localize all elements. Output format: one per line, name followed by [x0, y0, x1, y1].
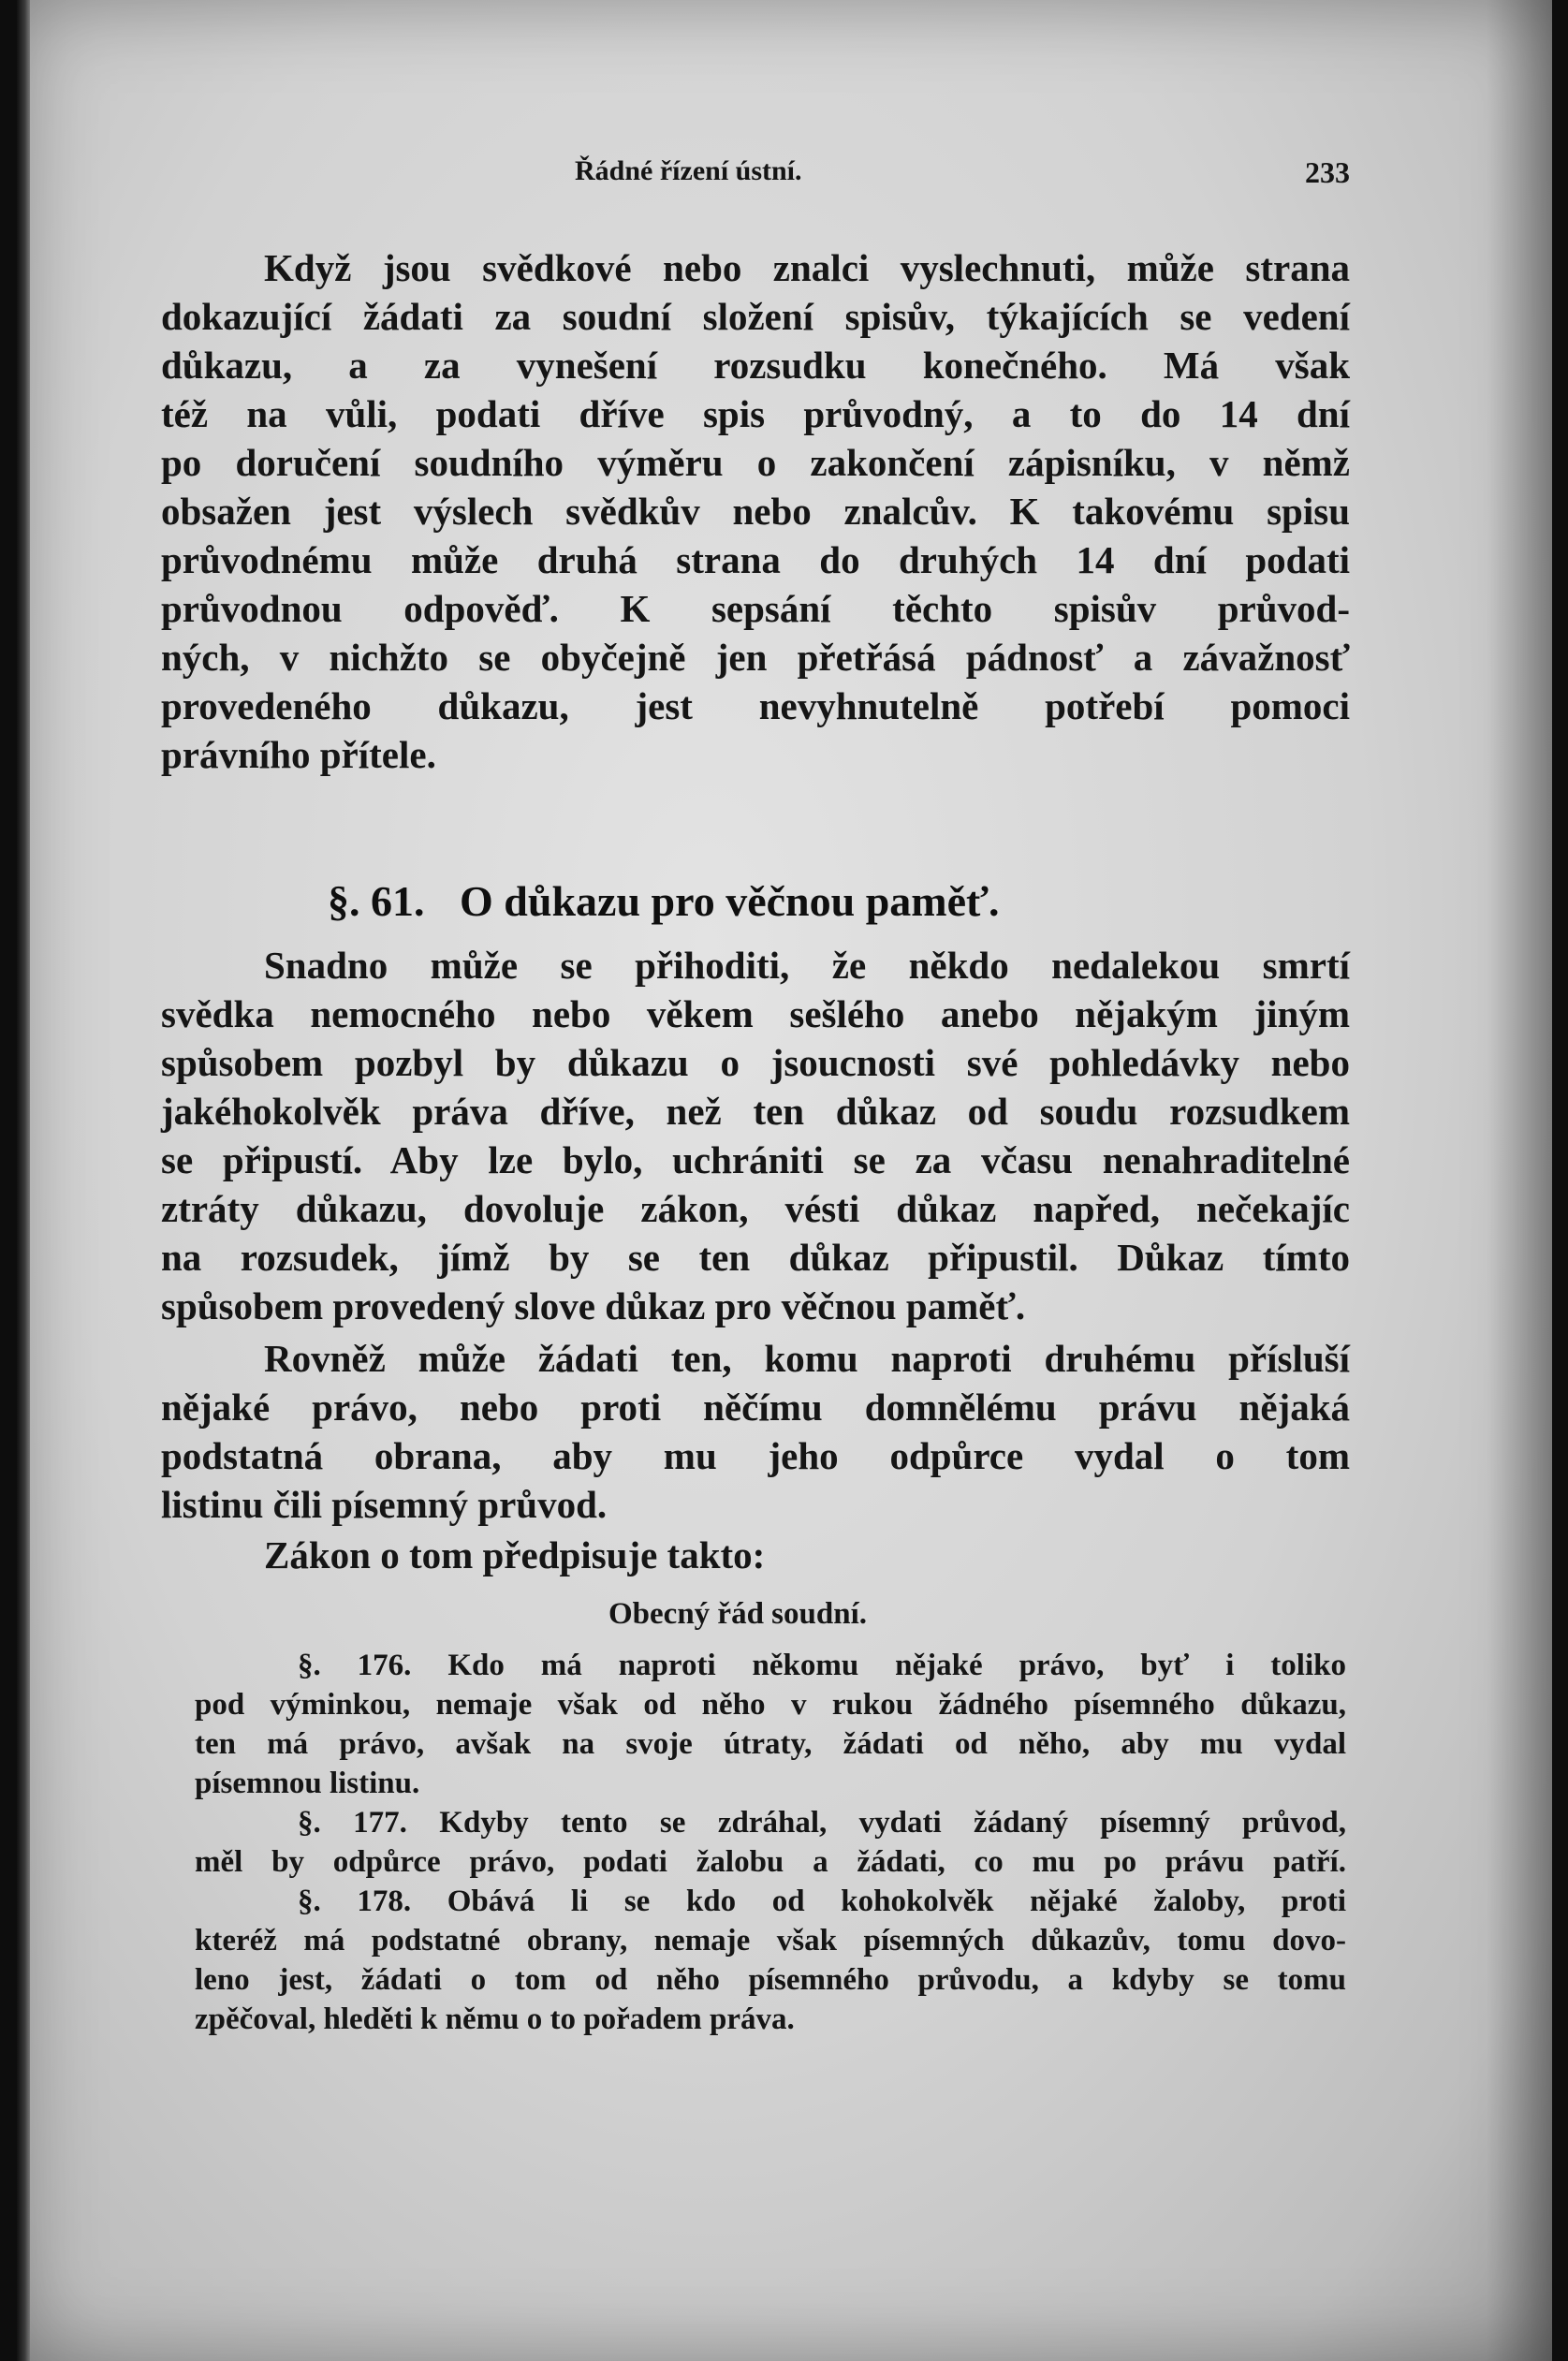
text-line: podstatná obrana, aby mu jeho odpůrce vydal o tom [161, 1434, 1350, 1477]
text-line: spůsobem pozbyl by důkazu o jsoucnosti své pohledávky nebo [161, 1041, 1350, 1084]
text-line: důkazu, a za vynešení rozsudku konečného. Má však [161, 344, 1350, 387]
paragraph-vecna-pamet [161, 941, 1350, 1330]
text-line: dokazující žádati za soudní složení spisův, týkajících se vedení [161, 295, 1350, 338]
text-line: ných, v nichžto se obyčejně jen přetřásá pádnosť a závažnosť [161, 636, 1350, 679]
text-line: průvodnou odpověď. K sepsání těchto spisův průvod- [161, 587, 1350, 630]
text-line: jakéhokolvěk práva dříve, než ten důkaz od soudu rozsudkem [161, 1090, 1350, 1133]
text-line: po doručení soudního výměru o zakončení zápisníku, v němž [161, 441, 1350, 484]
law-heading: Obecný řád soudní. [608, 1597, 867, 1631]
text-line: spůsobem provedený slove důkaz pro věčnou paměť. [161, 1284, 1026, 1327]
paragraph-listina [161, 1334, 1350, 1529]
section-number: §. 61. [328, 877, 425, 925]
text-line: ztráty důkazu, dovoluje zákon, vésti důkaz napřed, nečekajíc [161, 1187, 1350, 1230]
law-line: zpěčoval, hleděti k němu o to pořadem práva. [195, 2002, 795, 2036]
law-excerpt [195, 1646, 1346, 2039]
law-line: §. 177. Kdyby tento se zdráhal, vydati žádaný písemný průvod, [298, 1806, 1346, 1840]
text-line: svědka nemocného nebo věkem sešlého anebo nějakým jiným [161, 992, 1350, 1035]
text-line: právního přítele. [161, 733, 436, 776]
paragraph-spisy [161, 243, 1350, 779]
law-line: §. 176. Kdo má naproti někomu nějaké právo, byť i toliko [298, 1649, 1346, 1682]
law-line: kteréž má podstatné obrany, nemaje však písemných důkazův, tomu dovo- [195, 1924, 1346, 1958]
book-spine [17, 0, 30, 2361]
text-line: provedeného důkazu, jest nevyhnutelně potřebí pomoci [161, 684, 1350, 727]
law-line: měl by odpůrce právo, podati žalobu a žádati, co mu po právu patří. [195, 1845, 1346, 1879]
text-line: Rovněž může žádati ten, komu naproti druhému přísluší [264, 1337, 1350, 1380]
text-line: nějaké právo, nebo proti něčímu domnělému právu nějaká [161, 1386, 1350, 1429]
law-line: písemnou listinu. [195, 1767, 420, 1800]
text-line: se připustí. Aby lze bylo, uchrániti se za včasu nenahraditelné [161, 1138, 1350, 1181]
text-line: Zákon o tom předpisuje takto: [264, 1533, 766, 1576]
text-line: listinu čili písemný průvod. [161, 1483, 608, 1526]
law-line: §. 178. Obává li se kdo od kohokolvěk nějaké žaloby, proti [298, 1884, 1346, 1918]
section-heading [328, 876, 999, 926]
running-title: Řádné řízení ústní. [575, 155, 802, 186]
text-line: Když jsou svědkové nebo znalci vyslechnuti, může strana [264, 246, 1350, 289]
text-line: na rozsudek, jímž by se ten důkaz připustil. Důkaz tímto [161, 1236, 1350, 1279]
page-number: 233 [1305, 155, 1350, 189]
paragraph-zakon [161, 1531, 1350, 1579]
section-title: O důkazu pro věčnou paměť. [460, 877, 1000, 925]
text-line: též na vůli, podati dříve spis průvodný, a to do 14 dní [161, 392, 1350, 435]
law-line: pod výminkou, nemaje však od něho v rukou žádného písemného důkazu, [195, 1688, 1346, 1722]
law-line: ten má právo, avšak na svoje útraty, žádati od něho, aby mu vydal [195, 1727, 1346, 1761]
text-line: Snadno může se přihoditi, že někdo nedalekou smrtí [264, 944, 1350, 987]
text-line: obsažen jest výslech svědkův nebo znalcův. K takovému spisu [161, 490, 1350, 533]
law-line: leno jest, žádati o tom od něho písemného průvodu, a kdyby se tomu [195, 1963, 1346, 1997]
page-shadow [1487, 0, 1552, 2361]
running-header [161, 155, 1350, 193]
text-line: průvodnému může druhá strana do druhých 14 dní podati [161, 538, 1350, 581]
